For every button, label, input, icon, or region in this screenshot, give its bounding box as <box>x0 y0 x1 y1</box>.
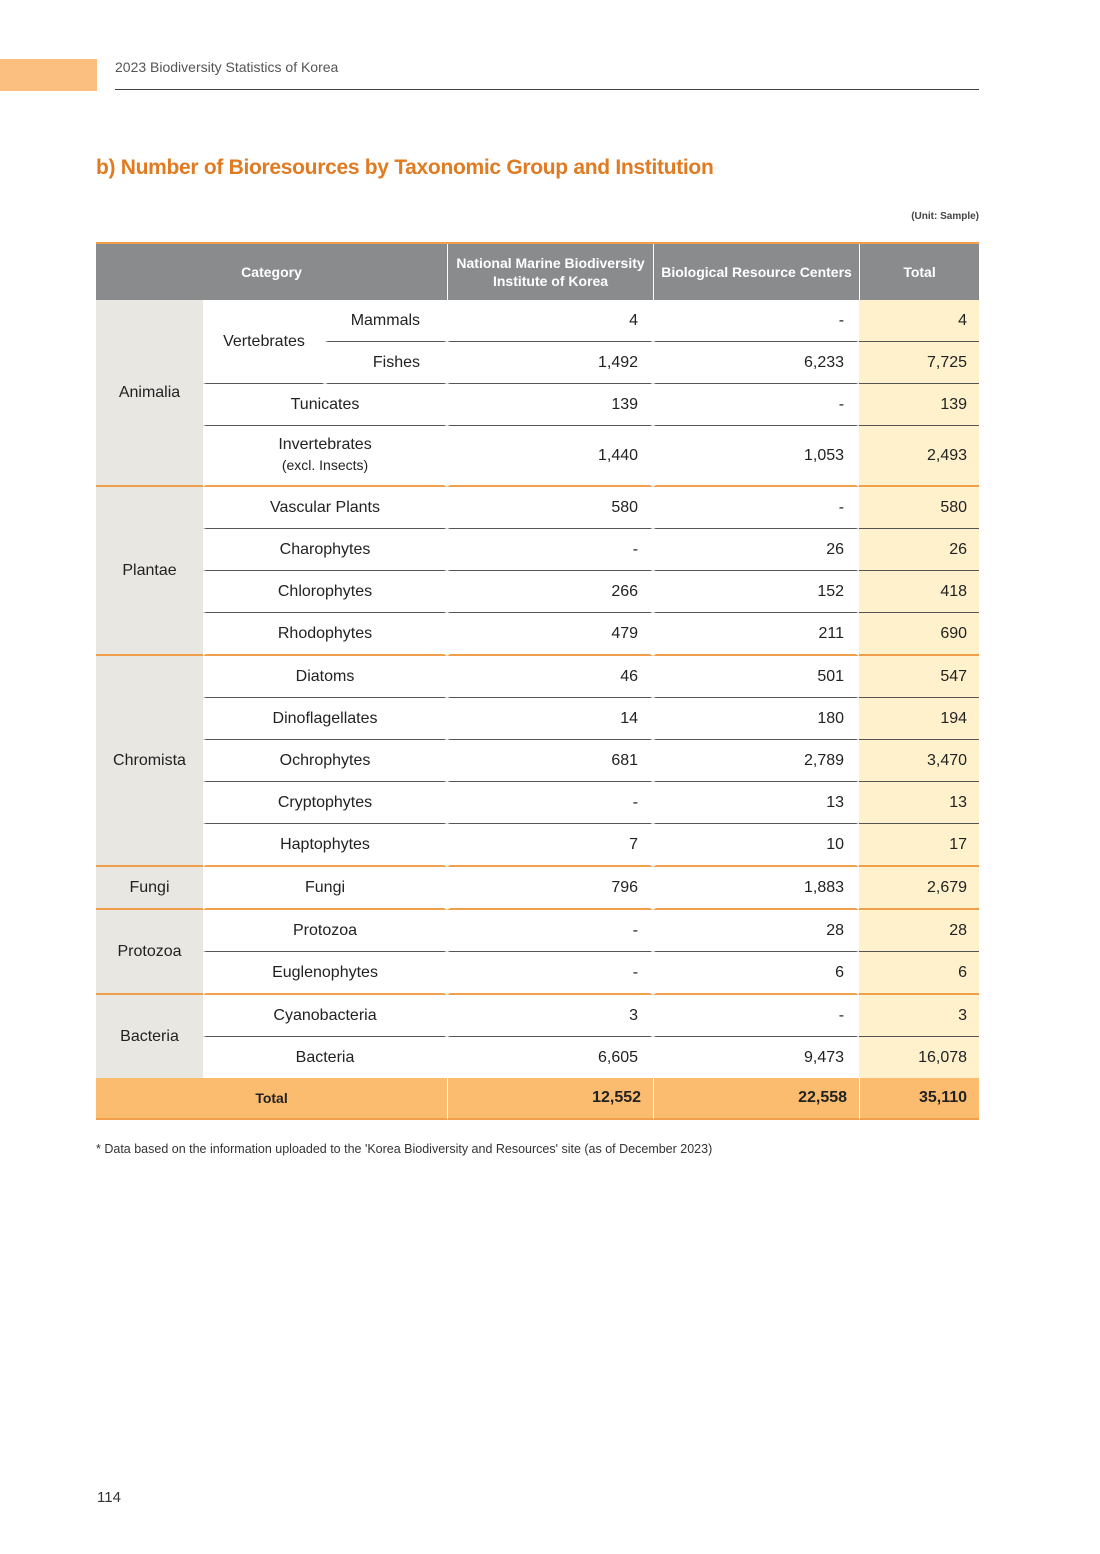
charophytes-brc: 26 <box>653 529 859 571</box>
ochrophytes-nmbik: 681 <box>447 740 653 782</box>
dinoflagellates-total: 194 <box>859 698 979 740</box>
bioresources-table <box>96 242 979 1120</box>
fungi-nmbik: 796 <box>447 867 653 910</box>
group-cryptophytes: Cryptophytes <box>203 782 447 824</box>
kingdom-animalia: Animalia <box>96 300 203 487</box>
header-accent-tab <box>0 59 97 91</box>
dinoflagellates-nmbik: 14 <box>447 698 653 740</box>
euglenophytes-brc: 6 <box>653 952 859 995</box>
header-category: Category <box>96 244 447 300</box>
invertebrates-note: (excl. Insects) <box>281 457 369 473</box>
charophytes-total: 26 <box>859 529 979 571</box>
mammals-nmbik: 4 <box>447 300 653 342</box>
section-title: b) Number of Bioresources by Taxonomic Group and Institution <box>96 156 714 179</box>
invertebrates-total: 2,493 <box>859 426 979 487</box>
group-charophytes: Charophytes <box>203 529 447 571</box>
fishes-brc: 6,233 <box>653 342 859 384</box>
table-row <box>96 740 979 782</box>
group-dinoflagellates: Dinoflagellates <box>203 698 447 740</box>
ochrophytes-brc: 2,789 <box>653 740 859 782</box>
table-row <box>96 300 979 342</box>
unit-label: (Unit: Sample) <box>911 211 979 222</box>
table-row <box>96 613 979 656</box>
vascular-nmbik: 580 <box>447 487 653 529</box>
kingdom-bacteria: Bacteria <box>96 995 203 1078</box>
group-vascular: Vascular Plants <box>203 487 447 529</box>
page-number: 114 <box>97 1489 121 1506</box>
table-header-row <box>96 244 979 300</box>
total-nmbik: 12,552 <box>447 1078 653 1120</box>
bacteria-total: 16,078 <box>859 1037 979 1078</box>
group-chlorophytes: Chlorophytes <box>203 571 447 613</box>
kingdom-chromista: Chromista <box>96 656 203 867</box>
total-label: Total <box>96 1078 447 1120</box>
euglenophytes-nmbik: - <box>447 952 653 995</box>
group-tunicates: Tunicates <box>203 384 447 426</box>
footnote: * Data based on the information uploaded to the 'Korea Biodiversity and Resources' site (as of December 2023) <box>96 1142 713 1156</box>
group-diatoms: Diatoms <box>203 656 447 698</box>
mammals-total: 4 <box>859 300 979 342</box>
fungi-brc: 1,883 <box>653 867 859 910</box>
protozoa-brc: 28 <box>653 910 859 952</box>
table-row <box>96 1037 979 1078</box>
cryptophytes-total: 13 <box>859 782 979 824</box>
euglenophytes-total: 6 <box>859 952 979 995</box>
kingdom-plantae: Plantae <box>96 487 203 656</box>
table-row <box>96 867 979 910</box>
vascular-total: 580 <box>859 487 979 529</box>
group-invertebrates <box>203 426 447 487</box>
header-total: Total <box>859 244 979 300</box>
chlorophytes-total: 418 <box>859 571 979 613</box>
total-row <box>96 1078 979 1120</box>
table-row <box>96 698 979 740</box>
table-row <box>96 910 979 952</box>
table-row <box>96 995 979 1037</box>
cyanobacteria-nmbik: 3 <box>447 995 653 1037</box>
dinoflagellates-brc: 180 <box>653 698 859 740</box>
chlorophytes-nmbik: 266 <box>447 571 653 613</box>
sub-fishes: Fishes <box>325 342 447 384</box>
bacteria-brc: 9,473 <box>653 1037 859 1078</box>
cyanobacteria-total: 3 <box>859 995 979 1037</box>
ochrophytes-total: 3,470 <box>859 740 979 782</box>
header-nmbik: National Marine Biodiversity Institute of Korea <box>447 244 653 300</box>
invertebrates-brc: 1,053 <box>653 426 859 487</box>
group-rhodophytes: Rhodophytes <box>203 613 447 656</box>
group-cyanobacteria: Cyanobacteria <box>203 995 447 1037</box>
fishes-nmbik: 1,492 <box>447 342 653 384</box>
header-brc: Biological Resource Centers <box>653 244 859 300</box>
group-vertebrates: Vertebrates <box>203 300 325 384</box>
total-brc: 22,558 <box>653 1078 859 1120</box>
group-fungi: Fungi <box>203 867 447 910</box>
group-haptophytes: Haptophytes <box>203 824 447 867</box>
group-protozoa: Protozoa <box>203 910 447 952</box>
group-euglenophytes: Euglenophytes <box>203 952 447 995</box>
fungi-total: 2,679 <box>859 867 979 910</box>
diatoms-total: 547 <box>859 656 979 698</box>
sub-mammals: Mammals <box>325 300 447 342</box>
chlorophytes-brc: 152 <box>653 571 859 613</box>
group-ochrophytes: Ochrophytes <box>203 740 447 782</box>
rhodophytes-brc: 211 <box>653 613 859 656</box>
diatoms-brc: 501 <box>653 656 859 698</box>
header-rule <box>115 89 979 90</box>
fishes-total: 7,725 <box>859 342 979 384</box>
haptophytes-brc: 10 <box>653 824 859 867</box>
table-row <box>96 426 979 487</box>
vascular-brc: - <box>653 487 859 529</box>
invertebrates-label: Invertebrates <box>278 436 372 453</box>
table-row <box>96 656 979 698</box>
tunicates-nmbik: 139 <box>447 384 653 426</box>
charophytes-nmbik: - <box>447 529 653 571</box>
total-total: 35,110 <box>859 1078 979 1120</box>
table-row <box>96 782 979 824</box>
group-bacteria: Bacteria <box>203 1037 447 1078</box>
cryptophytes-nmbik: - <box>447 782 653 824</box>
invertebrates-nmbik: 1,440 <box>447 426 653 487</box>
haptophytes-total: 17 <box>859 824 979 867</box>
haptophytes-nmbik: 7 <box>447 824 653 867</box>
table-row <box>96 384 979 426</box>
running-title: 2023 Biodiversity Statistics of Korea <box>115 59 339 75</box>
kingdom-fungi: Fungi <box>96 867 203 910</box>
table-row <box>96 824 979 867</box>
kingdom-protozoa: Protozoa <box>96 910 203 995</box>
bacteria-nmbik: 6,605 <box>447 1037 653 1078</box>
rhodophytes-nmbik: 479 <box>447 613 653 656</box>
mammals-brc: - <box>653 300 859 342</box>
protozoa-total: 28 <box>859 910 979 952</box>
table-row <box>96 487 979 529</box>
rhodophytes-total: 690 <box>859 613 979 656</box>
cyanobacteria-brc: - <box>653 995 859 1037</box>
diatoms-nmbik: 46 <box>447 656 653 698</box>
tunicates-total: 139 <box>859 384 979 426</box>
cryptophytes-brc: 13 <box>653 782 859 824</box>
table-row <box>96 952 979 995</box>
tunicates-brc: - <box>653 384 859 426</box>
table-row <box>96 529 979 571</box>
protozoa-nmbik: - <box>447 910 653 952</box>
table-row <box>96 571 979 613</box>
